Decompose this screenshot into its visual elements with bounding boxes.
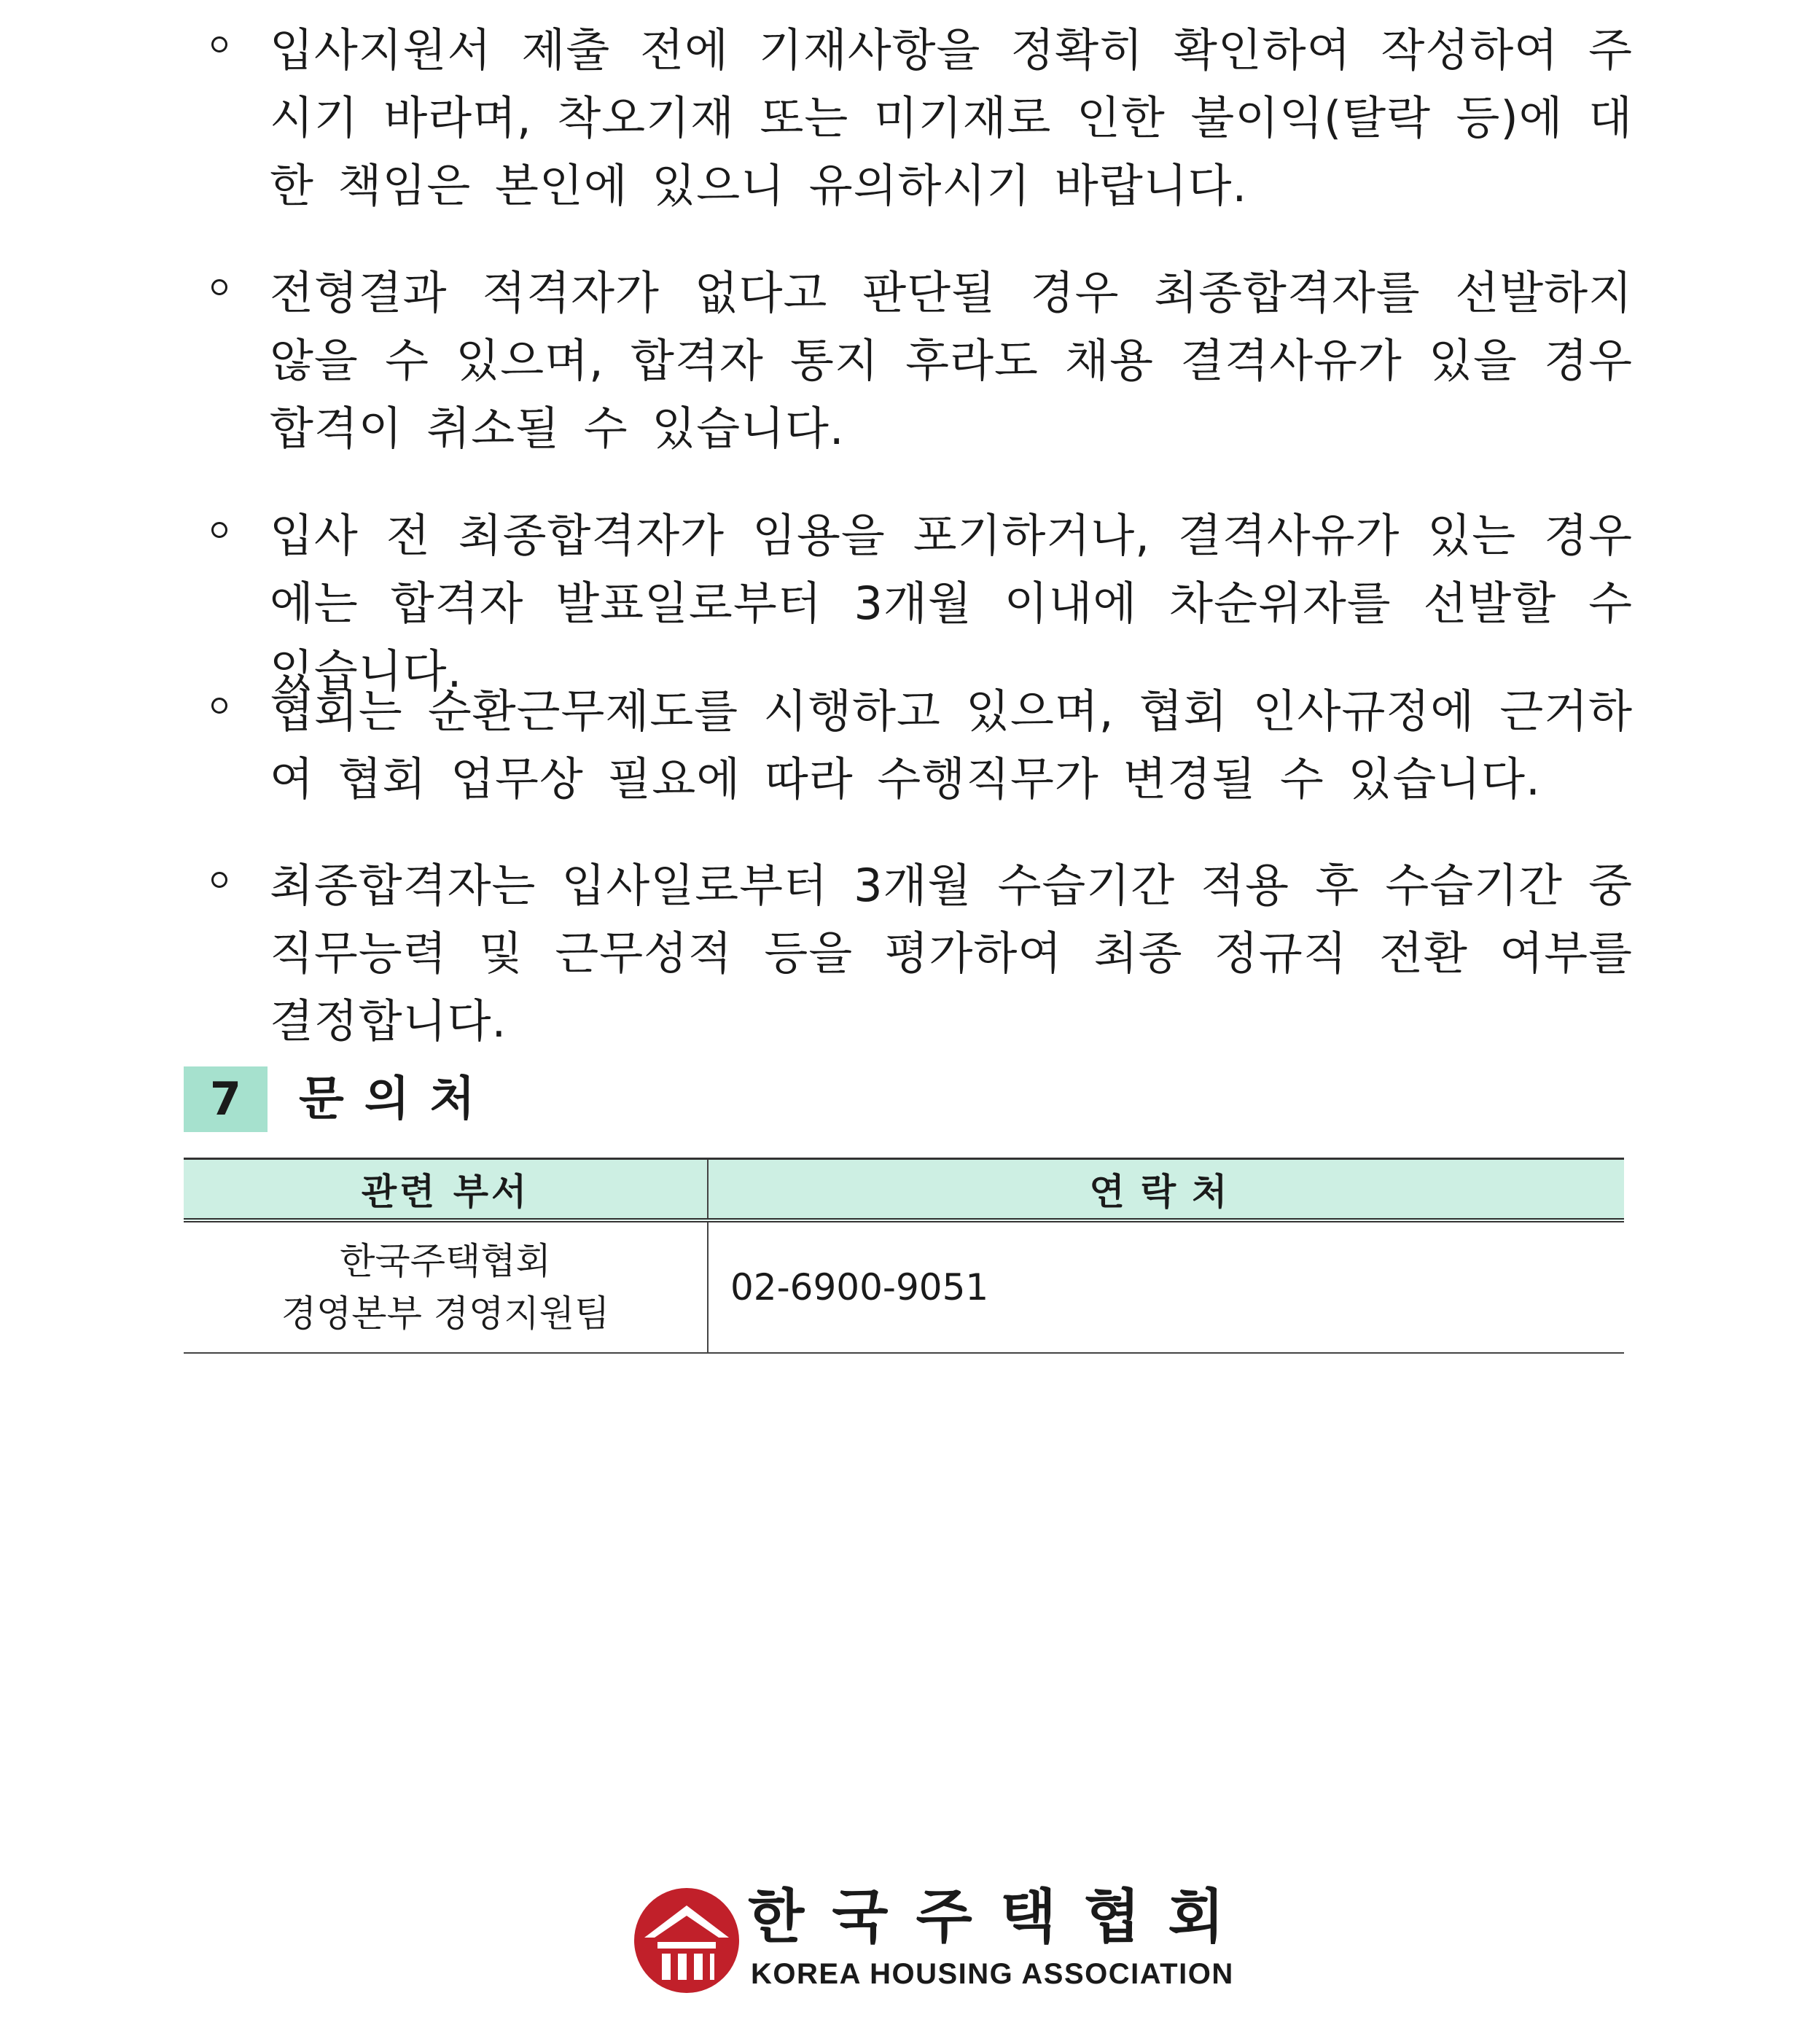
section-title: 문의처 xyxy=(299,1072,496,1126)
table-row xyxy=(184,1220,1624,1353)
header-department: 관련 부서 xyxy=(184,1159,708,1221)
circle-bullet-icon xyxy=(211,698,227,714)
circle-bullet-icon xyxy=(211,872,227,888)
association-logo xyxy=(633,1883,1252,1996)
section-number: 7 xyxy=(184,1066,268,1132)
logo-korean-name: 한국주택협회 xyxy=(748,1883,1252,1951)
phone-number: 02-6900-9051 xyxy=(708,1220,1624,1353)
header-contact: 연락처 xyxy=(708,1159,1624,1221)
department-name: 한국주택협회 xyxy=(340,1240,551,1282)
department-cell xyxy=(184,1220,708,1353)
notice-text-5: 최종합격자는 입사일로부터 3개월 수습기간 적용 후 수습기간 중 직무능력 및 근무성적 등을 평가하여 최종 정규직 전환 여부를 결정합니다. xyxy=(270,859,1633,1048)
department-team: 경영본부 경영지원팀 xyxy=(281,1292,610,1335)
circle-bullet-icon xyxy=(211,279,227,295)
notice-text-2: 전형결과 적격자가 없다고 판단될 경우 최종합격자를 선발하지 않을 수 있으며, 합격자 통지 후라도 채용 결격사유가 있을 경우 합격이 취소될 수 있습니다. xyxy=(270,266,1633,455)
house-emblem-icon xyxy=(633,1887,741,1994)
contact-table xyxy=(184,1158,1624,1354)
circle-bullet-icon xyxy=(211,522,227,538)
circle-bullet-icon xyxy=(211,36,227,52)
notice-text-1: 입사지원서 제출 전에 기재사항을 정확히 확인하여 작성하여 주시기 바라며, 착오기재 또는 미기재로 인한 불이익(탈락 등)에 대한 책임은 본인에 있으니 유의하시기 바랍니다. xyxy=(270,23,1633,212)
notice-text-3: 입사 전 최종합격자가 임용을 포기하거나, 결격사유가 있는 경우에는 합격자 발표일로부터 3개월 이내에 차순위자를 선발할 수 있습니다. xyxy=(270,509,1633,698)
logo-english-name: KOREA HOUSING ASSOCIATION xyxy=(751,1958,1234,1990)
notice-text-4: 협회는 순환근무제도를 시행하고 있으며, 협회 인사규정에 근거하여 협회 업무상 필요에 따라 수행직무가 변경될 수 있습니다. xyxy=(270,684,1633,805)
table-header-row xyxy=(184,1159,1624,1221)
